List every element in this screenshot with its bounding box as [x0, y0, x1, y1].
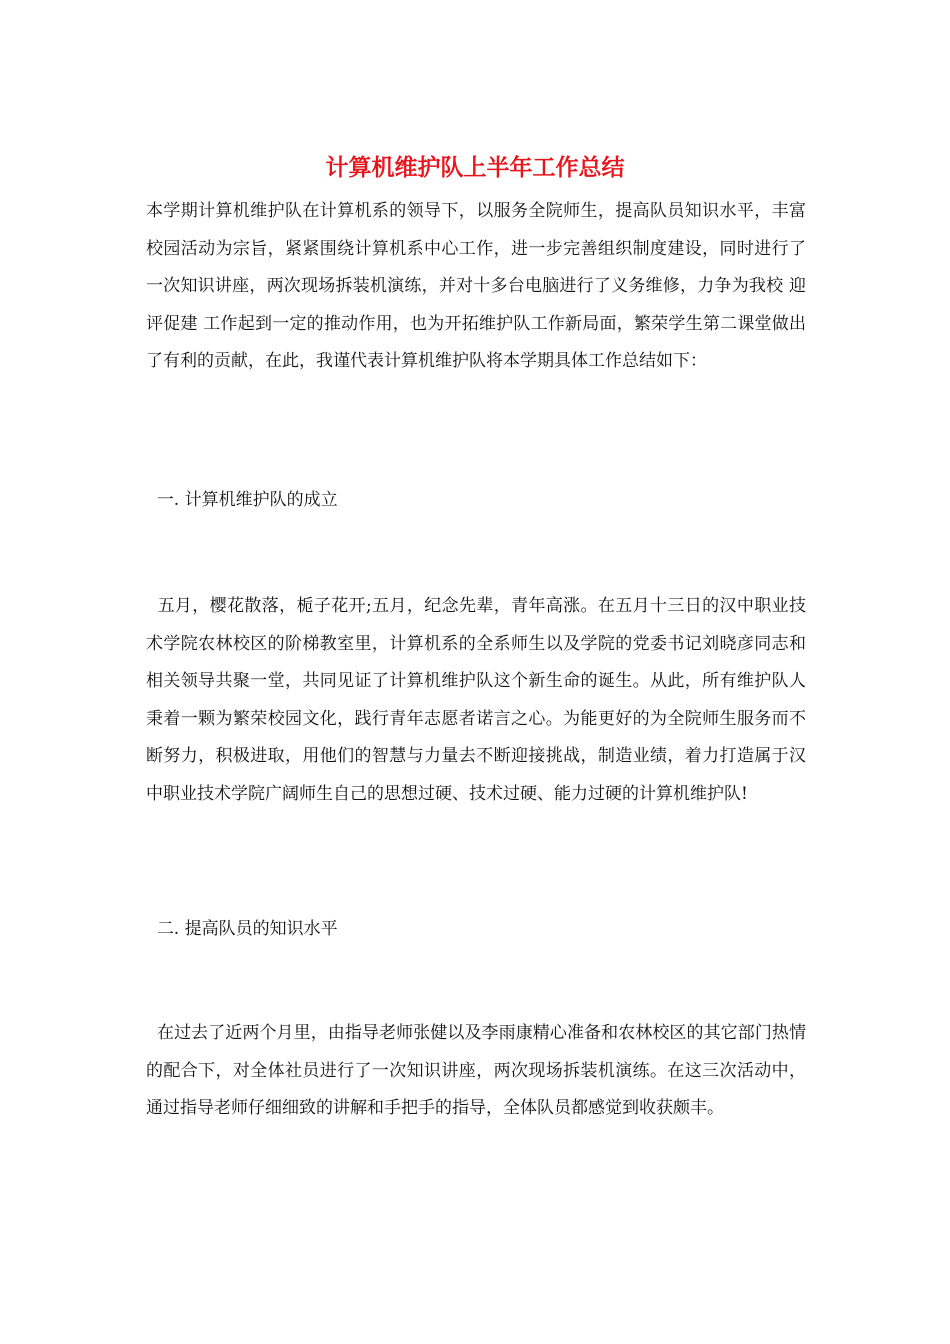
- section-heading-1: [146, 482, 806, 520]
- section-heading-2: [146, 911, 806, 949]
- section-heading-1-text: 一. 计算机维护队的成立: [156, 490, 338, 510]
- section-2-paragraph-text: 在过去了近两个月里，由指导老师张健以及李雨康精心准备和农林校区的其它部门热情的配合下，对全体社员进行了一次知识讲座，两次现场拆装机演练。在这三次活动中，通过指导老师仔细细致的讲解和手把手的指导，全体队员都感觉到收获颇丰。: [146, 1023, 807, 1118]
- document-title: 计算机维护队上半年工作总结: [325, 155, 625, 181]
- section-1-paragraph: [146, 588, 806, 813]
- section-1-paragraph-text: 五月，樱花散落，栀子花开;五月，纪念先辈，青年高涨。在五月十三日的汉中职业技术学院农林校区的阶梯教室里，计算机系的全系师生以及学院的党委书记刘晓彦同志和相关领导共聚一堂，共同见证了计算机维护队这个新生命的诞生。从此，所有维护队人秉着一颗为繁荣校园文化，践行青年志愿者诺言之心。为能更好的为全院师生服务而不断努力，积极进取，用他们的智慧与力量去不断迎接挑战，制造业绩，着力打造属于汉中职业技术学院广阔师生自己的思想过硬、技术过硬、能力过硬的计算机维护队!: [146, 596, 807, 804]
- section-heading-2-text: 二. 提高队员的知识水平: [156, 919, 338, 939]
- intro-paragraph: 本学期计算机维护队在计算机系的领导下，以服务全院师生，提高队员知识水平，丰富校园活动为宗旨，紧紧围绕计算机系中心工作，进一步完善组织制度建设，同时进行了一次知识讲座，两次现场拆装机演练，并对十多台电脑进行了义务维修，力争为我校 迎评促建 工作起到一定的推动作用，也为开拓维护队工作新局面，繁荣学生第二课堂做出了有利的贡献，在此，我谨代表计算机维护队将本学期具体工作总结如下：: [146, 201, 806, 371]
- section-2-paragraph: [146, 1015, 806, 1128]
